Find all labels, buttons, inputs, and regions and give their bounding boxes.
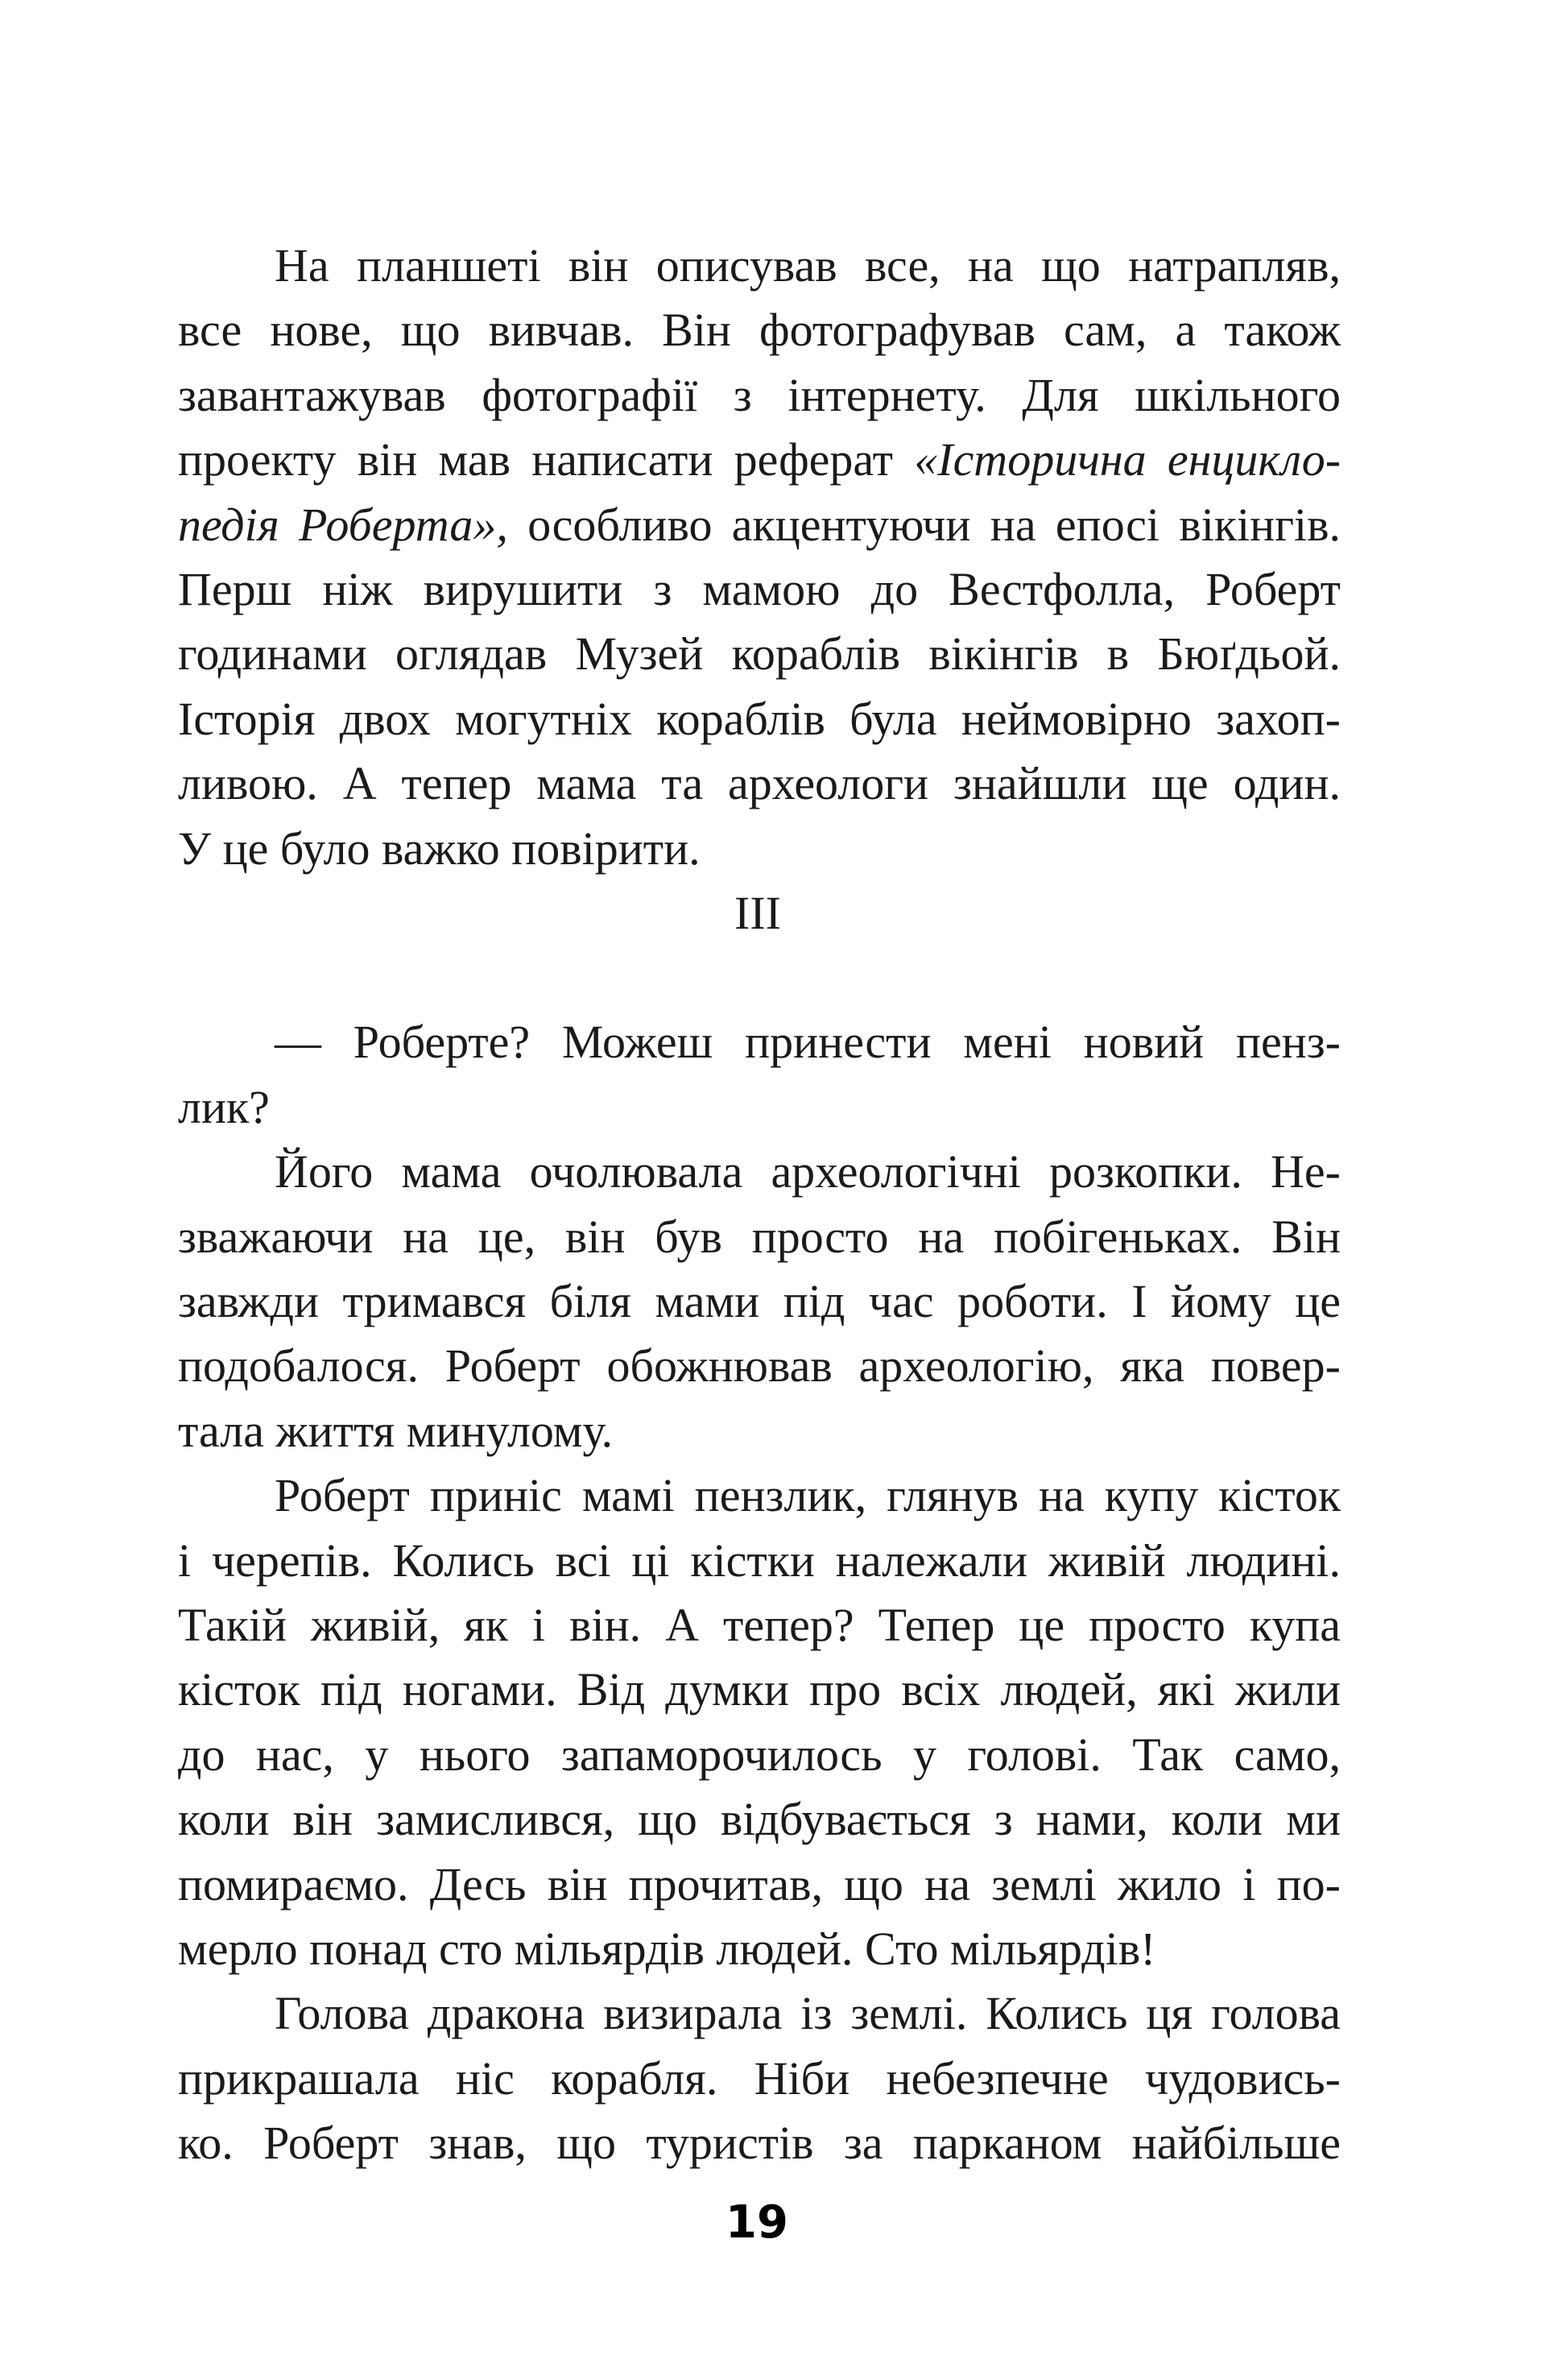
text-line: годинами оглядав Музей кораблів вікінгів в Бюґдьой. (178, 627, 1341, 680)
text-line: Історія двох могутніх кораблів була неймовірно захоп- (178, 693, 1341, 745)
book-title-italic: «Історична енцикло- (914, 433, 1341, 486)
text-line (178, 428, 1341, 492)
book-title-italic: педія Роберта», (178, 499, 508, 551)
text-line: На планшеті він описував все, на що натрапляв, (275, 239, 1341, 292)
text-span: проекту він мав написати реферат (178, 433, 915, 486)
text-line: завжди тримався біля мами під час роботи. І йому це (178, 1275, 1341, 1327)
text-line: тала життя минулому. (178, 1405, 614, 1457)
text-line: і черепів. Колись всі ці кістки належали живій людині. (178, 1534, 1341, 1587)
text-line: подобалося. Роберт обожнював археологію, яка повер- (178, 1339, 1341, 1392)
text-line (178, 493, 1341, 557)
text-line: ливою. А тепер мама та археологи знайшли ще один. (178, 757, 1341, 809)
text-line: Перш ніж вирушити з мамою до Вестфолла, Роберт (178, 563, 1341, 615)
text-line: кісток під ногами. Від думки про всіх людей, які жили (178, 1663, 1341, 1716)
text-line: до нас, у нього запаморочилось у голові. Так само, (178, 1728, 1341, 1781)
text-line: завантажував фотографії з інтернету. Для шкільного (178, 369, 1341, 421)
text-line: зважаючи на це, він був просто на побігеньках. Він (178, 1211, 1341, 1263)
page-number: 19 (725, 2196, 788, 2249)
text-line: Його мама очолювала археологічні розкопки. Не- (275, 1145, 1341, 1198)
text-span: особливо акцентуючи на епосі вікінгів. (507, 499, 1341, 551)
text-line: мерло понад сто мільярдів людей. Сто мільярдів! (178, 1923, 1156, 1975)
text-line: помираємо. Десь він прочитав, що на землі жило і по- (178, 1858, 1341, 1910)
text-line: — Роберте? Можеш принести мені новий пенз- (275, 1016, 1341, 1068)
text-line: ко. Роберт знав, що туристів за парканом найбільше (178, 2117, 1341, 2169)
text-line: Роберт приніс мамі пензлик, глянув на купу кісток (275, 1469, 1341, 1521)
text-line: все нове, що вивчав. Він фотографував сам, а також (178, 304, 1341, 356)
text-line: Такій живій, як і він. А тепер? Тепер це просто купа (178, 1599, 1341, 1651)
text-line: лик? (178, 1081, 270, 1133)
text-line: Голова дракона визирала із землі. Колись ця голова (275, 1987, 1341, 2039)
section-heading: III (734, 887, 781, 939)
text-line: прикрашала ніс корабля. Ніби небезпечне чудовись- (178, 2052, 1341, 2105)
text-line: У це було важко повірити. (178, 822, 701, 875)
text-line: коли він замислився, що відбувається з нами, коли ми (178, 1793, 1341, 1845)
